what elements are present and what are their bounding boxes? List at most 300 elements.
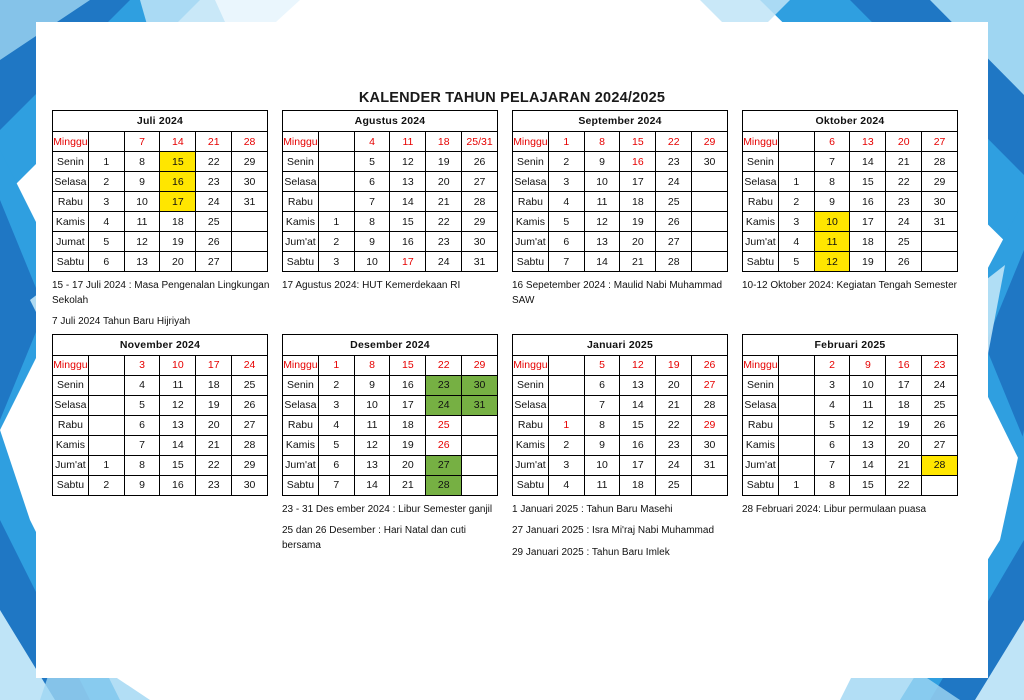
date-cell: 23 [196,475,232,495]
calendar-month [52,110,282,330]
date-cell [232,252,268,272]
calendar-note: 27 Januari 2025 : Isra Mi'raj Nabi Muhammad [512,525,715,536]
date-cell: 4 [318,415,354,435]
date-cell: 9 [814,192,850,212]
date-cell: 15 [850,475,886,495]
date-cell: 11 [584,192,620,212]
date-cell: 8 [584,132,620,152]
month-title: Desember 2024 [283,334,498,355]
date-cell: 23 [426,232,462,252]
date-cell [548,375,584,395]
date-cell [778,455,814,475]
weekday-label: Rabu [743,192,779,212]
calendar-row [283,172,498,192]
date-cell: 5 [318,435,354,455]
date-cell: 31 [462,252,498,272]
date-cell: 21 [886,152,922,172]
date-cell [778,355,814,375]
calendar-row [513,172,728,192]
calendar-row [743,212,958,232]
calendar-row [283,355,498,375]
calendar-row [743,252,958,272]
date-cell: 16 [620,435,656,455]
date-cell: 5 [778,252,814,272]
date-cell: 21 [196,132,232,152]
date-cell: 28 [462,192,498,212]
date-cell: 5 [124,395,160,415]
date-cell [232,212,268,232]
date-cell: 4 [88,212,124,232]
date-cell: 28 [232,132,268,152]
date-cell: 1 [548,415,584,435]
date-cell [88,395,124,415]
date-cell: 3 [88,192,124,212]
date-cell: 29 [462,212,498,232]
date-cell: 28 [922,152,958,172]
date-cell: 12 [584,212,620,232]
weekday-label: Minggu [513,132,549,152]
calendar-row [513,132,728,152]
date-cell: 7 [584,395,620,415]
calendar-row [283,435,498,455]
date-cell [692,172,728,192]
date-cell: 27 [692,375,728,395]
calendar-row [53,415,268,435]
date-cell [462,475,498,495]
date-cell [548,355,584,375]
calendar-row [513,455,728,475]
weekday-label: Sabtu [743,252,779,272]
month-title: Agustus 2024 [283,111,498,132]
weekday-label: Kamis [283,435,319,455]
date-cell: 16 [390,232,426,252]
weekday-label: Minggu [53,132,89,152]
date-cell: 17 [196,355,232,375]
date-cell: 20 [886,132,922,152]
weekday-label: Jumat [53,232,89,252]
date-cell: 4 [778,232,814,252]
date-cell: 26 [462,152,498,172]
date-cell: 9 [124,172,160,192]
date-cell: 11 [354,415,390,435]
weekday-label: Kamis [513,435,549,455]
date-cell: 11 [124,212,160,232]
calendar-row [743,132,958,152]
page-title: KALENDER TAHUN PELAJARAN 2024/2025 [358,90,666,106]
date-cell: 31 [692,455,728,475]
calendar-row [53,395,268,415]
date-cell: 27 [232,415,268,435]
calendar-note: 10-12 Oktober 2024: Kegiatan Tengah Semester [742,280,957,291]
date-cell: 24 [196,192,232,212]
weekday-label: Rabu [53,192,89,212]
date-cell: 9 [850,355,886,375]
date-cell: 8 [814,172,850,192]
date-cell: 1 [88,152,124,172]
date-cell: 21 [656,395,692,415]
date-cell: 21 [390,475,426,495]
date-cell: 15 [620,415,656,435]
calendar-note: 15 - 17 Juli 2024 : Masa Pengenalan Lingkungan Sekolah [52,280,270,306]
weekday-label: Rabu [743,415,779,435]
date-cell: 7 [814,455,850,475]
date-cell: 14 [390,192,426,212]
date-cell [318,132,354,152]
date-cell: 24 [656,172,692,192]
date-cell: 29 [922,172,958,192]
date-cell: 8 [354,355,390,375]
date-cell [88,415,124,435]
date-cell: 23 [656,152,692,172]
date-cell: 12 [814,252,850,272]
date-cell [692,252,728,272]
date-cell: 2 [548,152,584,172]
date-cell: 10 [584,172,620,192]
weekday-label: Kamis [743,435,779,455]
calendar-row [283,232,498,252]
calendar-row [513,395,728,415]
date-cell: 23 [886,192,922,212]
date-cell: 17 [620,172,656,192]
date-cell: 13 [850,132,886,152]
weekday-label: Selasa [283,395,319,415]
date-cell [692,475,728,495]
date-cell: 6 [124,415,160,435]
date-cell: 24 [886,212,922,232]
date-cell: 31 [232,192,268,212]
date-cell: 1 [318,212,354,232]
calendar-month [52,334,282,561]
calendar-row [513,435,728,455]
calendar-row [513,252,728,272]
date-cell: 22 [886,475,922,495]
weekday-label: Kamis [53,212,89,232]
calendar-grid [52,110,972,564]
date-cell: 30 [462,232,498,252]
date-cell: 3 [814,375,850,395]
weekday-label: Selasa [513,395,549,415]
date-cell: 13 [620,375,656,395]
date-cell: 18 [160,212,196,232]
month-title: Februari 2025 [743,334,958,355]
date-cell: 22 [196,152,232,172]
calendar-row [513,232,728,252]
date-cell: 14 [620,395,656,415]
date-cell: 20 [390,455,426,475]
calendar-row [283,132,498,152]
date-cell [318,152,354,172]
month-title: Januari 2025 [513,334,728,355]
date-cell: 3 [124,355,160,375]
weekday-label: Senin [513,152,549,172]
date-cell: 20 [160,252,196,272]
date-cell: 25 [196,212,232,232]
calendar-month [742,334,972,561]
date-cell: 29 [692,132,728,152]
date-cell: 27 [196,252,232,272]
weekday-label: Rabu [283,192,319,212]
weekday-label: Senin [513,375,549,395]
date-cell: 26 [922,415,958,435]
weekday-label: Kamis [743,212,779,232]
date-cell: 25/31 [462,132,498,152]
calendar-row [513,192,728,212]
weekday-label: Jum'at [513,455,549,475]
calendar-table [742,110,958,272]
date-cell: 20 [886,435,922,455]
date-cell [318,192,354,212]
document-page [36,22,988,678]
date-cell: 14 [850,455,886,475]
date-cell [232,232,268,252]
date-cell: 10 [124,192,160,212]
weekday-label: Selasa [513,172,549,192]
date-cell: 13 [584,232,620,252]
date-cell: 21 [426,192,462,212]
weekday-label: Minggu [743,355,779,375]
weekday-label: Jum'at [53,455,89,475]
weekday-label: Senin [53,152,89,172]
date-cell: 19 [850,252,886,272]
weekday-label: Jum'at [743,455,779,475]
date-cell: 25 [232,375,268,395]
date-cell: 22 [426,355,462,375]
date-cell: 14 [850,152,886,172]
calendar-month [742,110,972,330]
calendar-table [742,334,958,496]
weekday-label: Selasa [743,395,779,415]
weekday-label: Jum'at [743,232,779,252]
date-cell [778,132,814,152]
date-cell: 24 [232,355,268,375]
date-cell: 25 [656,475,692,495]
weekday-label: Kamis [53,435,89,455]
date-cell: 2 [88,172,124,192]
date-cell: 25 [886,232,922,252]
date-cell: 17 [850,212,886,232]
date-cell: 19 [390,435,426,455]
calendar-table [512,334,728,496]
date-cell: 28 [232,435,268,455]
date-cell: 12 [354,435,390,455]
date-cell: 21 [886,455,922,475]
date-cell: 7 [354,192,390,212]
date-cell: 13 [850,435,886,455]
month-title: Juli 2024 [53,111,268,132]
date-cell: 13 [390,172,426,192]
calendar-note: 7 Juli 2024 Tahun Baru Hijriyah [52,316,191,327]
date-cell: 11 [814,232,850,252]
date-cell: 30 [232,475,268,495]
date-cell: 6 [354,172,390,192]
date-cell: 27 [922,435,958,455]
calendar-note: 29 Januari 2025 : Tahun Baru Imlek [512,546,670,558]
date-cell: 6 [814,132,850,152]
date-cell: 9 [584,435,620,455]
date-cell: 12 [160,395,196,415]
date-cell: 7 [124,132,160,152]
date-cell [778,415,814,435]
calendar-row [53,355,268,375]
date-cell: 1 [778,172,814,192]
date-cell: 23 [656,435,692,455]
weekday-label: Minggu [283,355,319,375]
date-cell: 2 [88,475,124,495]
calendar-row [53,232,268,252]
weekday-label: Rabu [513,192,549,212]
date-cell: 6 [548,232,584,252]
date-cell [318,172,354,192]
weekday-label: Selasa [283,172,319,192]
date-cell: 14 [160,132,196,152]
date-cell: 15 [620,132,656,152]
date-cell [88,132,124,152]
weekday-label: Sabtu [283,252,319,272]
calendar-row [513,152,728,172]
month-title: November 2024 [53,334,268,355]
date-cell [88,435,124,455]
date-cell [462,435,498,455]
date-cell: 31 [922,212,958,232]
date-cell [692,232,728,252]
date-cell: 1 [778,475,814,495]
calendar-row [53,132,268,152]
date-cell: 21 [196,435,232,455]
date-cell: 24 [426,395,462,415]
date-cell [922,252,958,272]
weekday-label: Sabtu [283,475,319,495]
date-cell: 6 [88,252,124,272]
calendar-row [53,172,268,192]
date-cell: 22 [656,132,692,152]
date-cell: 2 [814,355,850,375]
date-cell: 10 [160,355,196,375]
date-cell: 26 [656,212,692,232]
date-cell: 24 [426,252,462,272]
date-cell: 2 [318,375,354,395]
date-cell [922,475,958,495]
date-cell: 2 [778,192,814,212]
weekday-label: Selasa [53,172,89,192]
date-cell: 4 [814,395,850,415]
date-cell: 8 [814,475,850,495]
calendar-month [282,110,512,330]
weekday-label: Jum'at [283,455,319,475]
date-cell: 7 [318,475,354,495]
date-cell: 15 [390,355,426,375]
date-cell: 14 [584,252,620,272]
date-cell: 10 [814,212,850,232]
date-cell: 26 [692,355,728,375]
date-cell: 9 [354,375,390,395]
date-cell: 11 [390,132,426,152]
calendar-row [743,395,958,415]
date-cell: 9 [584,152,620,172]
date-cell: 3 [318,395,354,415]
date-cell [88,375,124,395]
date-cell: 8 [124,152,160,172]
date-cell: 27 [426,455,462,475]
month-title: Oktober 2024 [743,111,958,132]
calendar-row [743,435,958,455]
date-cell: 1 [88,455,124,475]
weekday-label: Sabtu [513,475,549,495]
date-cell: 1 [548,132,584,152]
weekday-label: Senin [283,152,319,172]
calendar-note: 16 Sepetember 2024 : Maulid Nabi Muhammad SAW [512,280,723,306]
calendar-row [743,152,958,172]
date-cell: 16 [620,152,656,172]
date-cell: 20 [656,375,692,395]
date-cell: 16 [160,475,196,495]
calendar-row [513,415,728,435]
date-cell: 24 [922,375,958,395]
calendar-row [743,232,958,252]
date-cell: 20 [426,172,462,192]
date-cell: 7 [814,152,850,172]
date-cell: 24 [656,455,692,475]
date-cell [778,375,814,395]
date-cell: 16 [886,355,922,375]
date-cell: 28 [656,252,692,272]
date-cell: 13 [160,415,196,435]
calendar-row [513,355,728,375]
date-cell: 8 [124,455,160,475]
calendar-row [283,192,498,212]
date-cell [692,192,728,212]
weekday-label: Minggu [283,132,319,152]
date-cell [922,232,958,252]
weekday-label: Senin [283,375,319,395]
date-cell: 5 [88,232,124,252]
date-cell: 10 [850,375,886,395]
weekday-label: Minggu [743,132,779,152]
calendar-row [743,172,958,192]
date-cell: 6 [318,455,354,475]
date-cell: 5 [548,212,584,232]
calendar-row [283,252,498,272]
date-cell: 27 [462,172,498,192]
weekday-label: Senin [743,375,779,395]
weekday-label: Selasa [743,172,779,192]
date-cell: 29 [692,415,728,435]
calendar-row [513,375,728,395]
calendar-table [512,110,728,272]
date-cell: 18 [620,475,656,495]
date-cell: 15 [160,152,196,172]
date-cell: 7 [124,435,160,455]
date-cell: 27 [656,232,692,252]
date-cell: 17 [620,455,656,475]
date-cell: 14 [160,435,196,455]
date-cell: 11 [584,475,620,495]
date-cell: 19 [656,355,692,375]
date-cell: 22 [196,455,232,475]
date-cell: 30 [462,375,498,395]
date-cell: 7 [548,252,584,272]
weekday-label: Selasa [53,395,89,415]
weekday-label: Sabtu [513,252,549,272]
date-cell: 15 [850,172,886,192]
date-cell: 19 [160,232,196,252]
date-cell: 8 [354,212,390,232]
calendar-row [53,375,268,395]
date-cell: 13 [124,252,160,272]
date-cell: 30 [922,192,958,212]
weekday-label: Sabtu [53,475,89,495]
date-cell: 10 [584,455,620,475]
date-cell: 23 [922,355,958,375]
